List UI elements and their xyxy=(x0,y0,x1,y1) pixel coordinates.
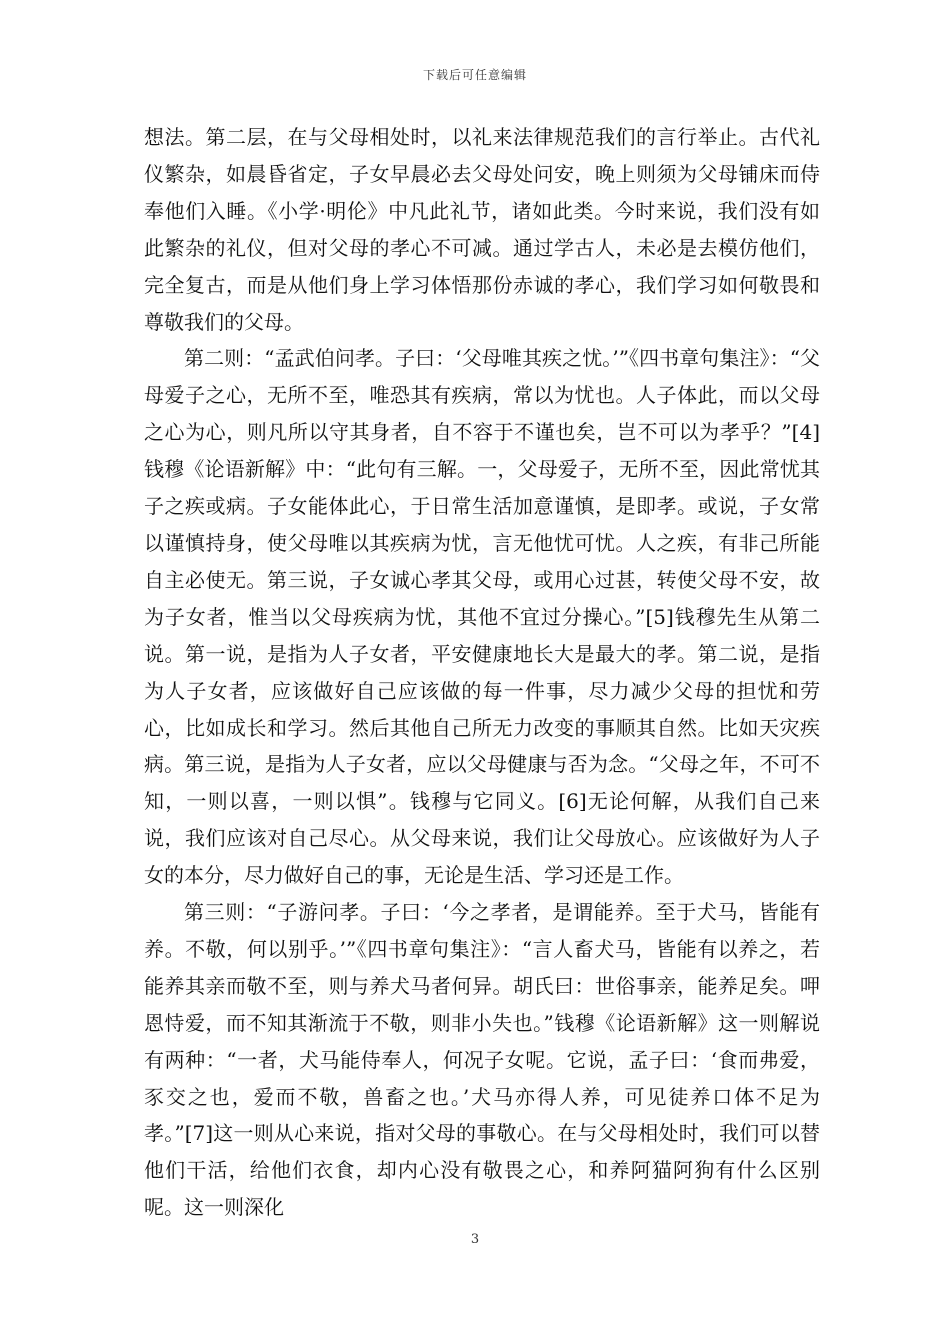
paragraph-third-rule: 第三则：“子游问孝。子曰：‘今之孝者，是谓能养。至于犬马，皆能有养。不敬，何以别乎。’”《四书章句集注》：“言人畜犬马，皆能有以养之，若能养其亲而敬不至，则与养犬马者何异。胡氏曰：世俗事亲，能养足矣。呷恩恃爱，而不知其渐流于不敬，则非小失也。”钱穆《论语新解》这一则解说有两种：“一者，犬马能侍奉人，何况子女呢。它说，孟子曰：‘食而弗爱，豕交之也，爱而不敬，兽畜之也。’犬马亦得人养，可见徒养口体不足为孝。”[7]这一则从心来说，指对父母的事敬心。在与父母相处时，我们可以替他们干活，给他们衣食，却内心没有敬畏之心，和养阿猫阿狗有什么区别呢。这一则深化 xyxy=(144,900,820,1220)
document-body xyxy=(144,119,820,1226)
paragraph-second-rule: 第二则：“孟武伯问孝。子曰：‘父母唯其疾之忧。’”《四书章句集注》：“父母爱子之心，无所不至，唯恐其有疾病，常以为忧也。人子体此，而以父母之心为心，则凡所以守其身者，自不容于不谨也矣，岂不可以为孝乎？”[4]钱穆《论语新解》中：“此句有三解。一，父母爱子，无所不至，因此常忧其子之疾或病。子女能体此心，于日常生活加意谨慎，是即孝。或说，子女常以谨慎持身，使父母唯以其疾病为忧，言无他忧可忧。人之疾，有非己所能自主必使无。第三说，子女诚心孝其父母，或用心过甚，转使父母不安，故为子女者，惟当以父母疾病为忧，其他不宜过分操心。”[5]钱穆先生从第二说。第一说，是指为人子女者，平安健康地长大是最大的孝。第二说，是指为人子女者，应该做好自己应该做的每一件事，尽力减少父母的担忧和劳心，比如成长和学习。然后其他自己所无力改变的事顺其自然。比如天灾疾病。第三说，是指为人子女者，应以父母健康与否为念。“父母之年，不可不知，一则以喜，一则以惧”。钱穆与它同义。[6]无论何解，从我们自己来说，我们应该对自己尽心。从父母来说，我们让父母放心。应该做好为人子女的本分，尽力做好自己的事，无论是生活、学习还是工作。 xyxy=(144,346,820,888)
page-number: 3 xyxy=(470,1232,480,1247)
paragraph-continuation: 想法。第二层，在与父母相处时，以礼来法律规范我们的言行举止。古代礼仪繁杂，如晨昏省定，子女早晨必去父母处问安，晚上则须为父母铺床而侍奉他们入睡。《小学·明伦》中凡此礼节，诸如此类。今时来说，我们没有如此繁杂的礼仪，但对父母的孝心不可减。通过学古人，未必是去模仿他们，完全复古，而是从他们身上学习体悟那份赤诚的孝心，我们学习如何敬畏和尊敬我们的父母。 xyxy=(144,125,820,334)
page-header: 下载后可任意编辑 xyxy=(422,68,527,82)
